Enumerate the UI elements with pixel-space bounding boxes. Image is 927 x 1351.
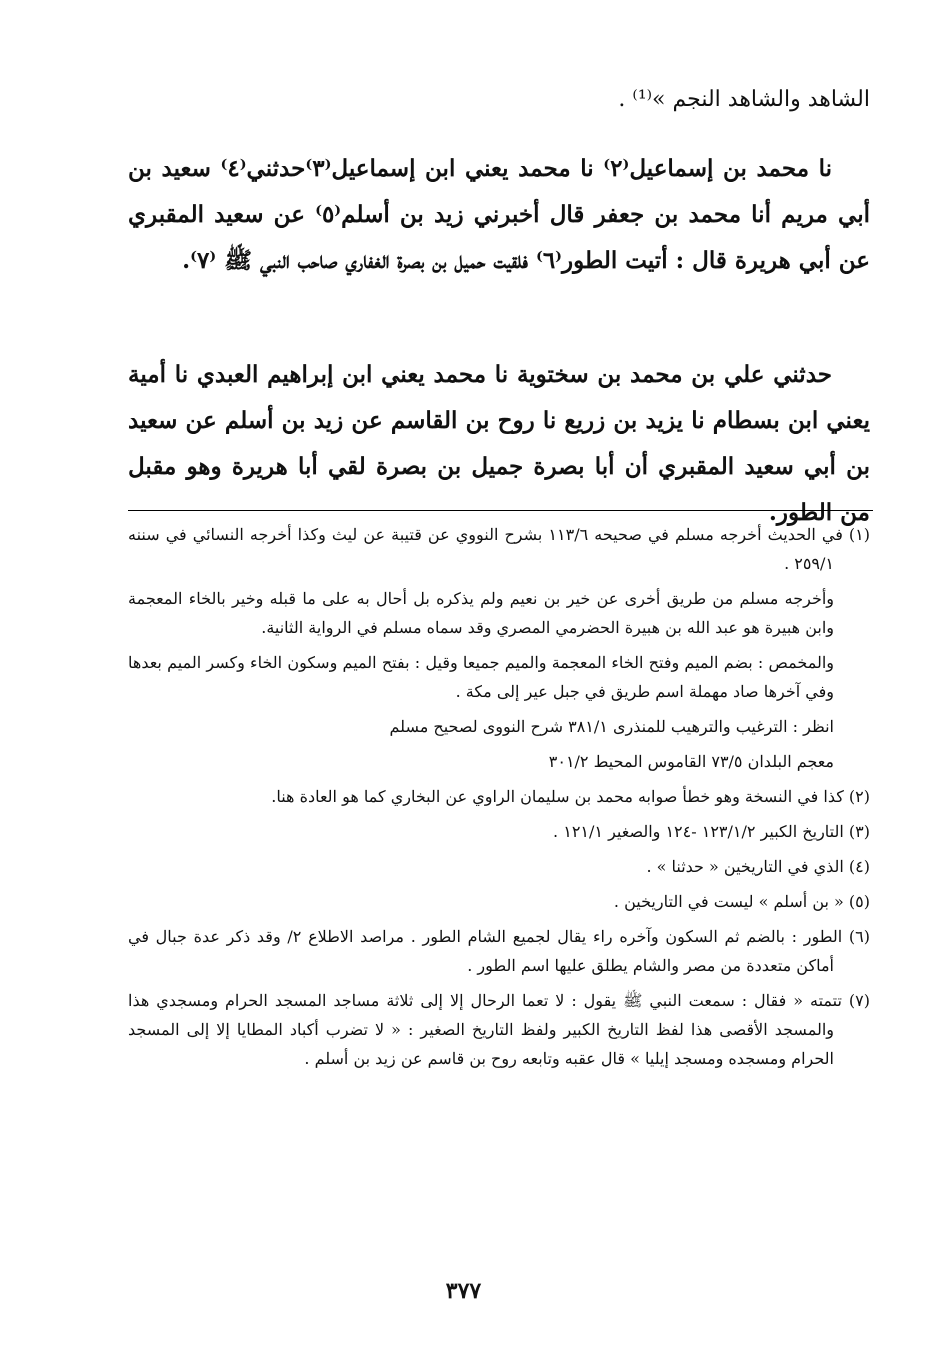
footnote-separator (128, 510, 873, 511)
footnote-2: (٢) كذا في النسخة وهو خطأ صوابه محمد بن سليمان الراوي عن البخاري كما هو العادة هنا. (271, 787, 870, 806)
hadith-paragraph-2: حدثني علي بن محمد بن سختوية نا محمد يعني ابن إبراهيم العبدي نا أمية يعني ابن بسطام نا يزيد بن زريع نا روح بن القاسم عن زيد بن أسلم عن سعيد بن أبي سعيد المقبري أن أبا بصرة جميل بن بصرة لقي أبا هريرة وهو مقبل من الطور. (128, 361, 870, 526)
footnote-5: (٥) « بن أسلم » ليست في التاريخين . (613, 892, 870, 911)
footnote-7: (٧) تتمته « فقال : سمعت النبي ﷺ يقول : لا تعما الرحال إلا إلى ثلاثة مساجد المسجد الحرام ومسجدي هذا والمسجد الأقصى هذا لفظ التاريخ الكبير ولفظ التاريخ الصغير : « لا تضرب أكباد المطايا إلا إلى المسجد الحرام ومسجده ومسجد إيليا » قال عقبه وتابعه روح بن قاسم عن زيد بن أسلم . (128, 991, 870, 1068)
hadith-paragraph-1: نا محمد بن إسماعيل⁽٢⁾ نا محمد يعني ابن إسماعيل⁽٣⁾حدثني⁽٤⁾ سعيد بن أبي مريم أنا محمد بن جعفر قال أخبرني زيد بن أسلم⁽٥⁾ عن سعيد المقبري عن أبي هريرة قال : أتيت الطور⁽٦⁾ فلقيت حميل بن بصرة الغفاري صاحب النبي ﷺ ⁽٧⁾. (128, 155, 870, 274)
footnote-1-paragraph-3: والمخمص : بضم الميم وفتح الخاء المعجمة والميم جميعا وقيل : بفتح الميم وسكون الخاء وكسر الميم بعدها وفي آخرها صاد مهملة اسم طريق في جبل عير إلى مكة . (128, 653, 834, 701)
footnote-1: (١) في الحديث أخرجه مسلم في صحيحه ١١٣/٦ بشرح النووي عن قتيبة عن ليث وكذا أخرجه النسائي في سننه ٢٥٩/١ . (128, 525, 871, 573)
page-number: ٣٧٧ (445, 1278, 482, 1304)
footnote-3: (٣) التاريخ الكبير ١٢٣/١/٢ -١٢٤ والصغير ١٢١/١ . (553, 822, 870, 841)
footnote-1-reference-1: انظر : الترغيب والترهيب للمنذرى ٣٨١/١ شرح النووى لصحيح مسلم (389, 717, 834, 736)
footnote-1-paragraph-2: وأخرجه مسلم من طريق أخرى عن خير بن نعيم ولم يذكره بل أحال به على ما قبله وخير بالخاء المعجمة وابن هبيرة هو عبد الله بن هبيرة الحضرمي المصري وقد سماه مسلم في الرواية الثانية. (128, 589, 835, 637)
footnote-6: (٦) الطور : بالضم ثم السكون وآخره راء يقال لجميع الشام الطور . مراصد الاطلاع ٢/ وقد ذكر عدة جبال في أماكن متعددة من مصر والشام يطلق عليها اسم الطور . (128, 927, 871, 975)
footnote-4: (٤) الذي في التاريخين « حدثنا » . (646, 857, 870, 876)
footnotes (128, 520, 870, 1079)
continuation-line: الشاهد والشاهد النجم »⁽¹⁾ . (618, 87, 870, 112)
footnote-1-reference-2: معجم البلدان ٧٣/٥ القاموس المحيط ٣٠١/٢ (548, 752, 834, 771)
